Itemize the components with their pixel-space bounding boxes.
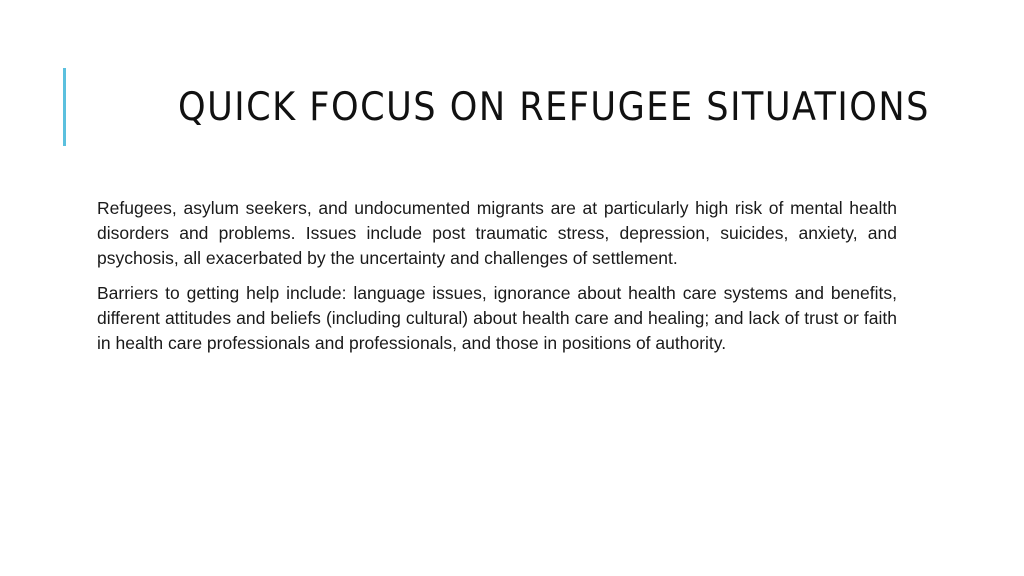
body-paragraph-refugee-risks: Refugees, asylum seekers, and undocumented migrants are at particularly high risk of mental health disorders and problems. Issues include post traumatic stress, depression, suicides, anxiety, and psychosis, all exacerbated by the uncertainty and challenges of settlement. xyxy=(97,198,897,268)
slide-title: QUICK FOCUS ON REFUGEE SITUATIONS xyxy=(178,85,930,130)
body-paragraph-barriers: Barriers to getting help include: language issues, ignorance about health care systems and benefits, different attitudes and beliefs (including cultural) about health care and healing; and lack of trust or faith in health care professionals and professionals, and those in positions of authority. xyxy=(97,283,897,353)
slide-body xyxy=(97,196,897,366)
title-accent-bar xyxy=(63,68,66,146)
